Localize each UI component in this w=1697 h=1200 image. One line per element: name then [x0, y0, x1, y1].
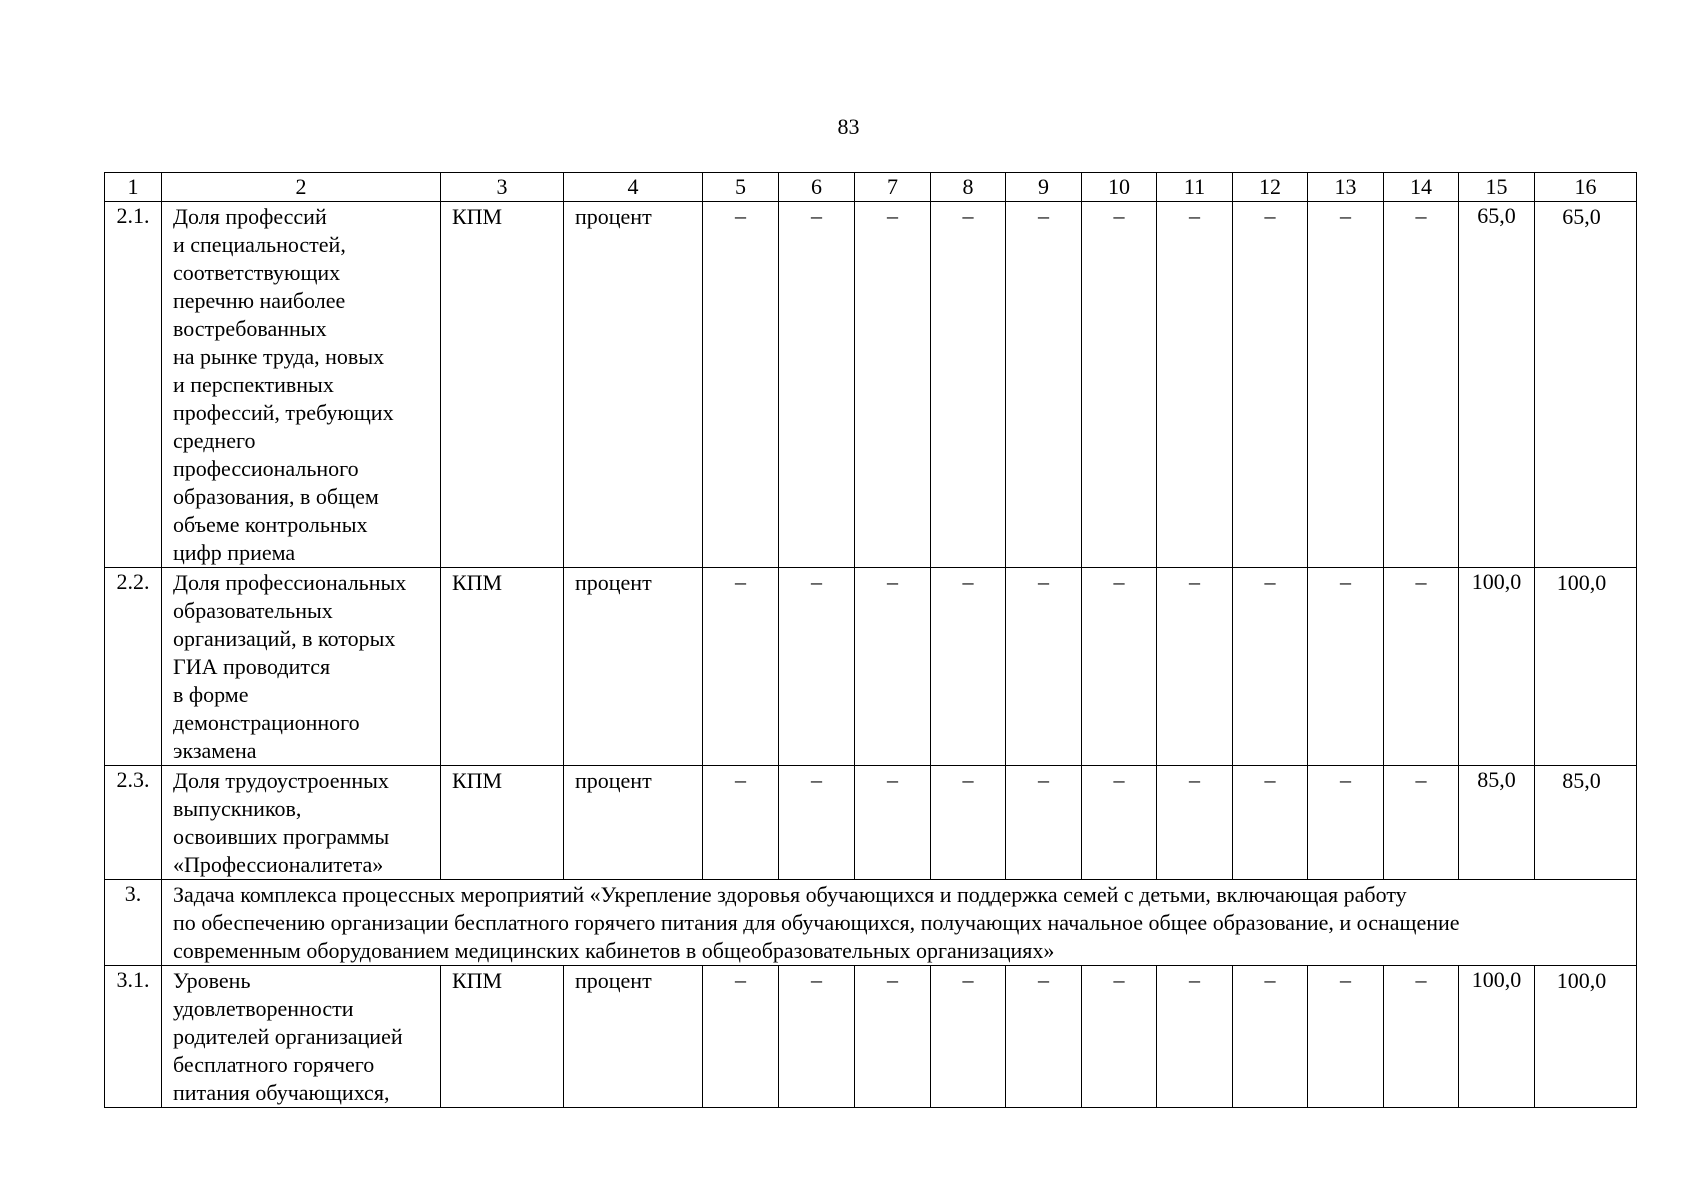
value-col-9: –: [1006, 966, 1082, 1108]
column-header-11: 11: [1157, 173, 1233, 202]
indicator-name-line: выпускников,: [173, 796, 302, 821]
indicator-name-line: Доля трудоустроенных: [173, 768, 389, 793]
column-header-8: 8: [931, 173, 1006, 202]
value-col-15: 85,0: [1459, 766, 1535, 880]
row-number: 3.1.: [105, 966, 162, 1108]
indicator-type: КПМ: [441, 202, 564, 568]
value-col-11: –: [1157, 568, 1233, 766]
unit-of-measure: процент: [564, 202, 703, 568]
column-header-15: 15: [1459, 173, 1535, 202]
unit-of-measure: процент: [564, 966, 703, 1108]
column-header-12: 12: [1233, 173, 1308, 202]
value-col-8: –: [931, 766, 1006, 880]
indicators-table: [104, 172, 1637, 1108]
indicator-name-line: перечню наиболее: [173, 288, 346, 313]
indicator-name-line: образования, в общем: [173, 484, 379, 509]
value-col-11: –: [1157, 202, 1233, 568]
value-col-16: 100,0: [1535, 966, 1637, 1108]
value-col-16: 65,0: [1535, 202, 1637, 568]
indicator-name-line: Доля профессий: [173, 204, 327, 229]
indicator-name-line: демонстрационного: [173, 710, 360, 735]
value-col-9: –: [1006, 202, 1082, 568]
indicator-type: КПМ: [441, 766, 564, 880]
value-col-10: –: [1082, 966, 1157, 1108]
value-col-11: –: [1157, 966, 1233, 1108]
value-col-10: –: [1082, 202, 1157, 568]
task-description-line: современным оборудованием медицинских кабинетов в общеобразовательных организациях»: [173, 938, 1055, 963]
indicator-name-line: объеме контрольных: [173, 512, 368, 537]
value-col-6: –: [779, 966, 855, 1108]
value-col-13: –: [1308, 966, 1384, 1108]
value-col-15: 100,0: [1459, 568, 1535, 766]
task-row: [105, 880, 1637, 966]
column-header-9: 9: [1006, 173, 1082, 202]
indicator-name-line: и перспективных: [173, 372, 334, 397]
indicator-name-line: соответствующих: [173, 260, 341, 285]
indicator-name-line: профессионального: [173, 456, 359, 481]
indicator-name-line: организаций, в которых: [173, 626, 396, 651]
indicator-name-line: «Профессионалитета»: [173, 852, 384, 877]
column-header-3: 3: [441, 173, 564, 202]
row-number: 2.1.: [105, 202, 162, 568]
indicator-name-line: бесплатного горячего: [173, 1052, 375, 1077]
task-description-line: по обеспечению организации бесплатного горячего питания для обучающихся, получающих начальное общее образование, и оснащение: [173, 910, 1460, 935]
value-col-8: –: [931, 568, 1006, 766]
value-col-5: –: [703, 568, 779, 766]
value-col-13: –: [1308, 568, 1384, 766]
indicator-name-line: цифр приема: [173, 540, 296, 565]
value-col-6: –: [779, 202, 855, 568]
indicator-name-line: в форме: [173, 682, 249, 707]
column-header-2: 2: [162, 173, 441, 202]
value-col-14: –: [1384, 766, 1459, 880]
value-col-5: –: [703, 202, 779, 568]
value-col-14: –: [1384, 568, 1459, 766]
indicator-name-line: питания обучающихся,: [173, 1080, 390, 1105]
indicator-name-line: профессий, требующих: [173, 400, 394, 425]
column-header-6: 6: [779, 173, 855, 202]
value-col-13: –: [1308, 202, 1384, 568]
table-row: [105, 766, 1637, 880]
page-number: 83: [837, 114, 860, 139]
indicator-type: КПМ: [441, 568, 564, 766]
value-col-7: –: [855, 966, 931, 1108]
value-col-11: –: [1157, 766, 1233, 880]
table-row: [105, 202, 1637, 568]
table-row: [105, 568, 1637, 766]
row-number: 2.2.: [105, 568, 162, 766]
column-header-5: 5: [703, 173, 779, 202]
column-header-1: 1: [105, 173, 162, 202]
task-description-line: Задача комплекса процессных мероприятий «Укрепление здоровья обучающихся и поддержка семей с детьми, включающая работу: [173, 882, 1407, 907]
table-row: [105, 966, 1637, 1108]
indicator-name-line: родителей организацией: [173, 1024, 403, 1049]
value-col-16: 100,0: [1535, 568, 1637, 766]
value-col-8: –: [931, 966, 1006, 1108]
value-col-7: –: [855, 766, 931, 880]
value-col-7: –: [855, 568, 931, 766]
indicator-name-line: образовательных: [173, 598, 333, 623]
column-header-4: 4: [564, 173, 703, 202]
indicator-name: [162, 966, 441, 1108]
indicator-name-line: освоивших программы: [173, 824, 390, 849]
value-col-15: 65,0: [1459, 202, 1535, 568]
row-number: 3.: [105, 880, 162, 966]
value-col-13: –: [1308, 766, 1384, 880]
indicator-name-line: среднего: [173, 428, 256, 453]
value-col-9: –: [1006, 766, 1082, 880]
table-header-row: [105, 173, 1637, 202]
indicator-name-line: на рынке труда, новых: [173, 344, 385, 369]
value-col-12: –: [1233, 966, 1308, 1108]
task-description: [162, 880, 1637, 966]
value-col-10: –: [1082, 568, 1157, 766]
unit-of-measure: процент: [564, 568, 703, 766]
value-col-14: –: [1384, 966, 1459, 1108]
indicator-name: [162, 202, 441, 568]
indicator-name-line: Доля профессиональных: [173, 570, 407, 595]
value-col-10: –: [1082, 766, 1157, 880]
indicator-name-line: удовлетворенности: [173, 996, 354, 1021]
column-header-13: 13: [1308, 173, 1384, 202]
value-col-6: –: [779, 568, 855, 766]
value-col-14: –: [1384, 202, 1459, 568]
indicator-name-line: востребованных: [173, 316, 327, 341]
indicator-name: [162, 766, 441, 880]
column-header-16: 16: [1535, 173, 1637, 202]
value-col-15: 100,0: [1459, 966, 1535, 1108]
indicator-name-line: и специальностей,: [173, 232, 346, 257]
column-header-10: 10: [1082, 173, 1157, 202]
indicator-name-line: ГИА проводится: [173, 654, 331, 679]
column-header-14: 14: [1384, 173, 1459, 202]
row-number: 2.3.: [105, 766, 162, 880]
value-col-9: –: [1006, 568, 1082, 766]
indicator-type: КПМ: [441, 966, 564, 1108]
value-col-12: –: [1233, 766, 1308, 880]
indicator-name-line: Уровень: [173, 968, 251, 993]
value-col-5: –: [703, 766, 779, 880]
value-col-12: –: [1233, 202, 1308, 568]
unit-of-measure: процент: [564, 766, 703, 880]
indicator-name: [162, 568, 441, 766]
value-col-16: 85,0: [1535, 766, 1637, 880]
column-header-7: 7: [855, 173, 931, 202]
value-col-12: –: [1233, 568, 1308, 766]
indicator-name-line: экзамена: [173, 738, 257, 763]
value-col-7: –: [855, 202, 931, 568]
value-col-6: –: [779, 766, 855, 880]
value-col-5: –: [703, 966, 779, 1108]
value-col-8: –: [931, 202, 1006, 568]
